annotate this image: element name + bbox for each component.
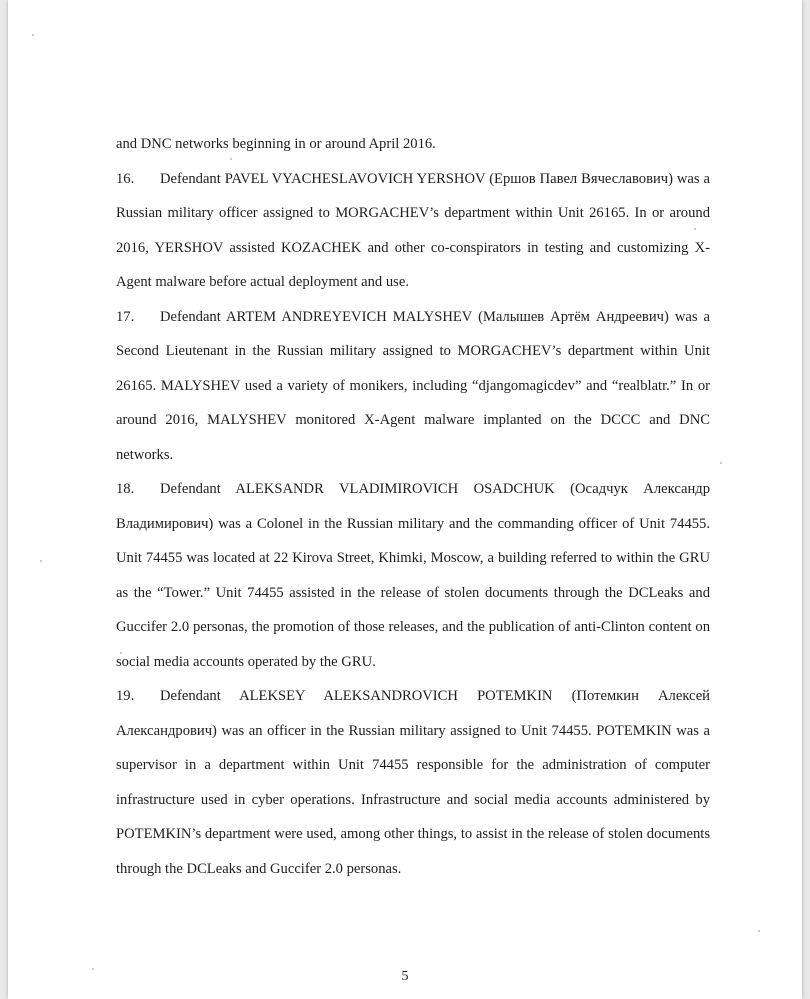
paragraph-number: 18. bbox=[116, 481, 135, 497]
paragraph-19 bbox=[116, 679, 710, 886]
paragraph-17 bbox=[116, 300, 710, 473]
opening-line: and DNC networks beginning in or around April 2016. bbox=[116, 136, 436, 152]
paragraph-text: Defendant ALEKSANDR VLADIMIROVICH OSADCHUK (Осадчук Александр Владимирович) was a Colonel in the Russian military and the commanding officer of Unit 74455. Unit 74455 was located at 22 Kirova Street, Khimki, Moscow, a building referred to within the GRU as the “Tower.” Unit 74455 assisted in the release of stolen documents through the DCLeaks and Guccifer 2.0 personas, the promotion of those releases, and the publication of anti-Clinton content on social media accounts operated by the GRU. bbox=[116, 481, 710, 670]
document-body bbox=[116, 127, 710, 886]
scan-speck bbox=[758, 930, 760, 932]
scan-speck bbox=[92, 968, 94, 970]
paragraph-16 bbox=[116, 162, 710, 300]
paragraph-number: 17. bbox=[116, 308, 135, 325]
scan-speck bbox=[120, 652, 122, 654]
scan-speck bbox=[720, 462, 722, 464]
paragraph-18 bbox=[116, 472, 710, 679]
scan-speck bbox=[40, 560, 42, 562]
paragraph-number: 19. bbox=[116, 688, 135, 704]
paragraph-text: Defendant ARTEM ANDREYEVICH MALYSHEV (Малышев Артём Андреевич) was a Second Lieutenant in the Russian military assigned to MORGACHEV’s department within Unit 26165. MALYSHEV used a variety of monikers, including “djangomagicdev” and “realblatr.” In or around 2016, MALYSHEV monitored X-Agent malware implanted on the DCCC and DNC networks. bbox=[116, 308, 710, 463]
paragraph-text: Defendant ALEKSEY ALEKSANDROVICH POTEMKIN (Потемкин Алексей Александрович) was an officer in the Russian military assigned to Unit 74455. POTEMKIN was a supervisor in a department within Unit 74455 responsible for the administration of computer infrastructure used in cyber operations. Infrastructure and social media accounts administered by POTEMKIN’s department were used, among other things, to assist in the release of stolen documents through the DCLeaks and Guccifer 2.0 personas. bbox=[116, 688, 710, 877]
paragraph-number: 16. bbox=[116, 170, 135, 187]
document-page bbox=[8, 0, 802, 999]
paragraph-text: Defendant PAVEL VYACHESLAVOVICH YERSHOV (Ершов Павел Вячеславович) was a Russian military officer assigned to MORGACHEV’s department within Unit 26165. In or around 2016, YERSHOV assisted KOZACHEK and other co-conspirators in testing and customizing X-Agent malware before actual deployment and use. bbox=[116, 170, 710, 290]
scan-speck bbox=[694, 228, 696, 230]
scan-speck bbox=[230, 158, 232, 160]
scan-speck bbox=[32, 34, 34, 36]
page-number: 5 bbox=[401, 969, 409, 984]
